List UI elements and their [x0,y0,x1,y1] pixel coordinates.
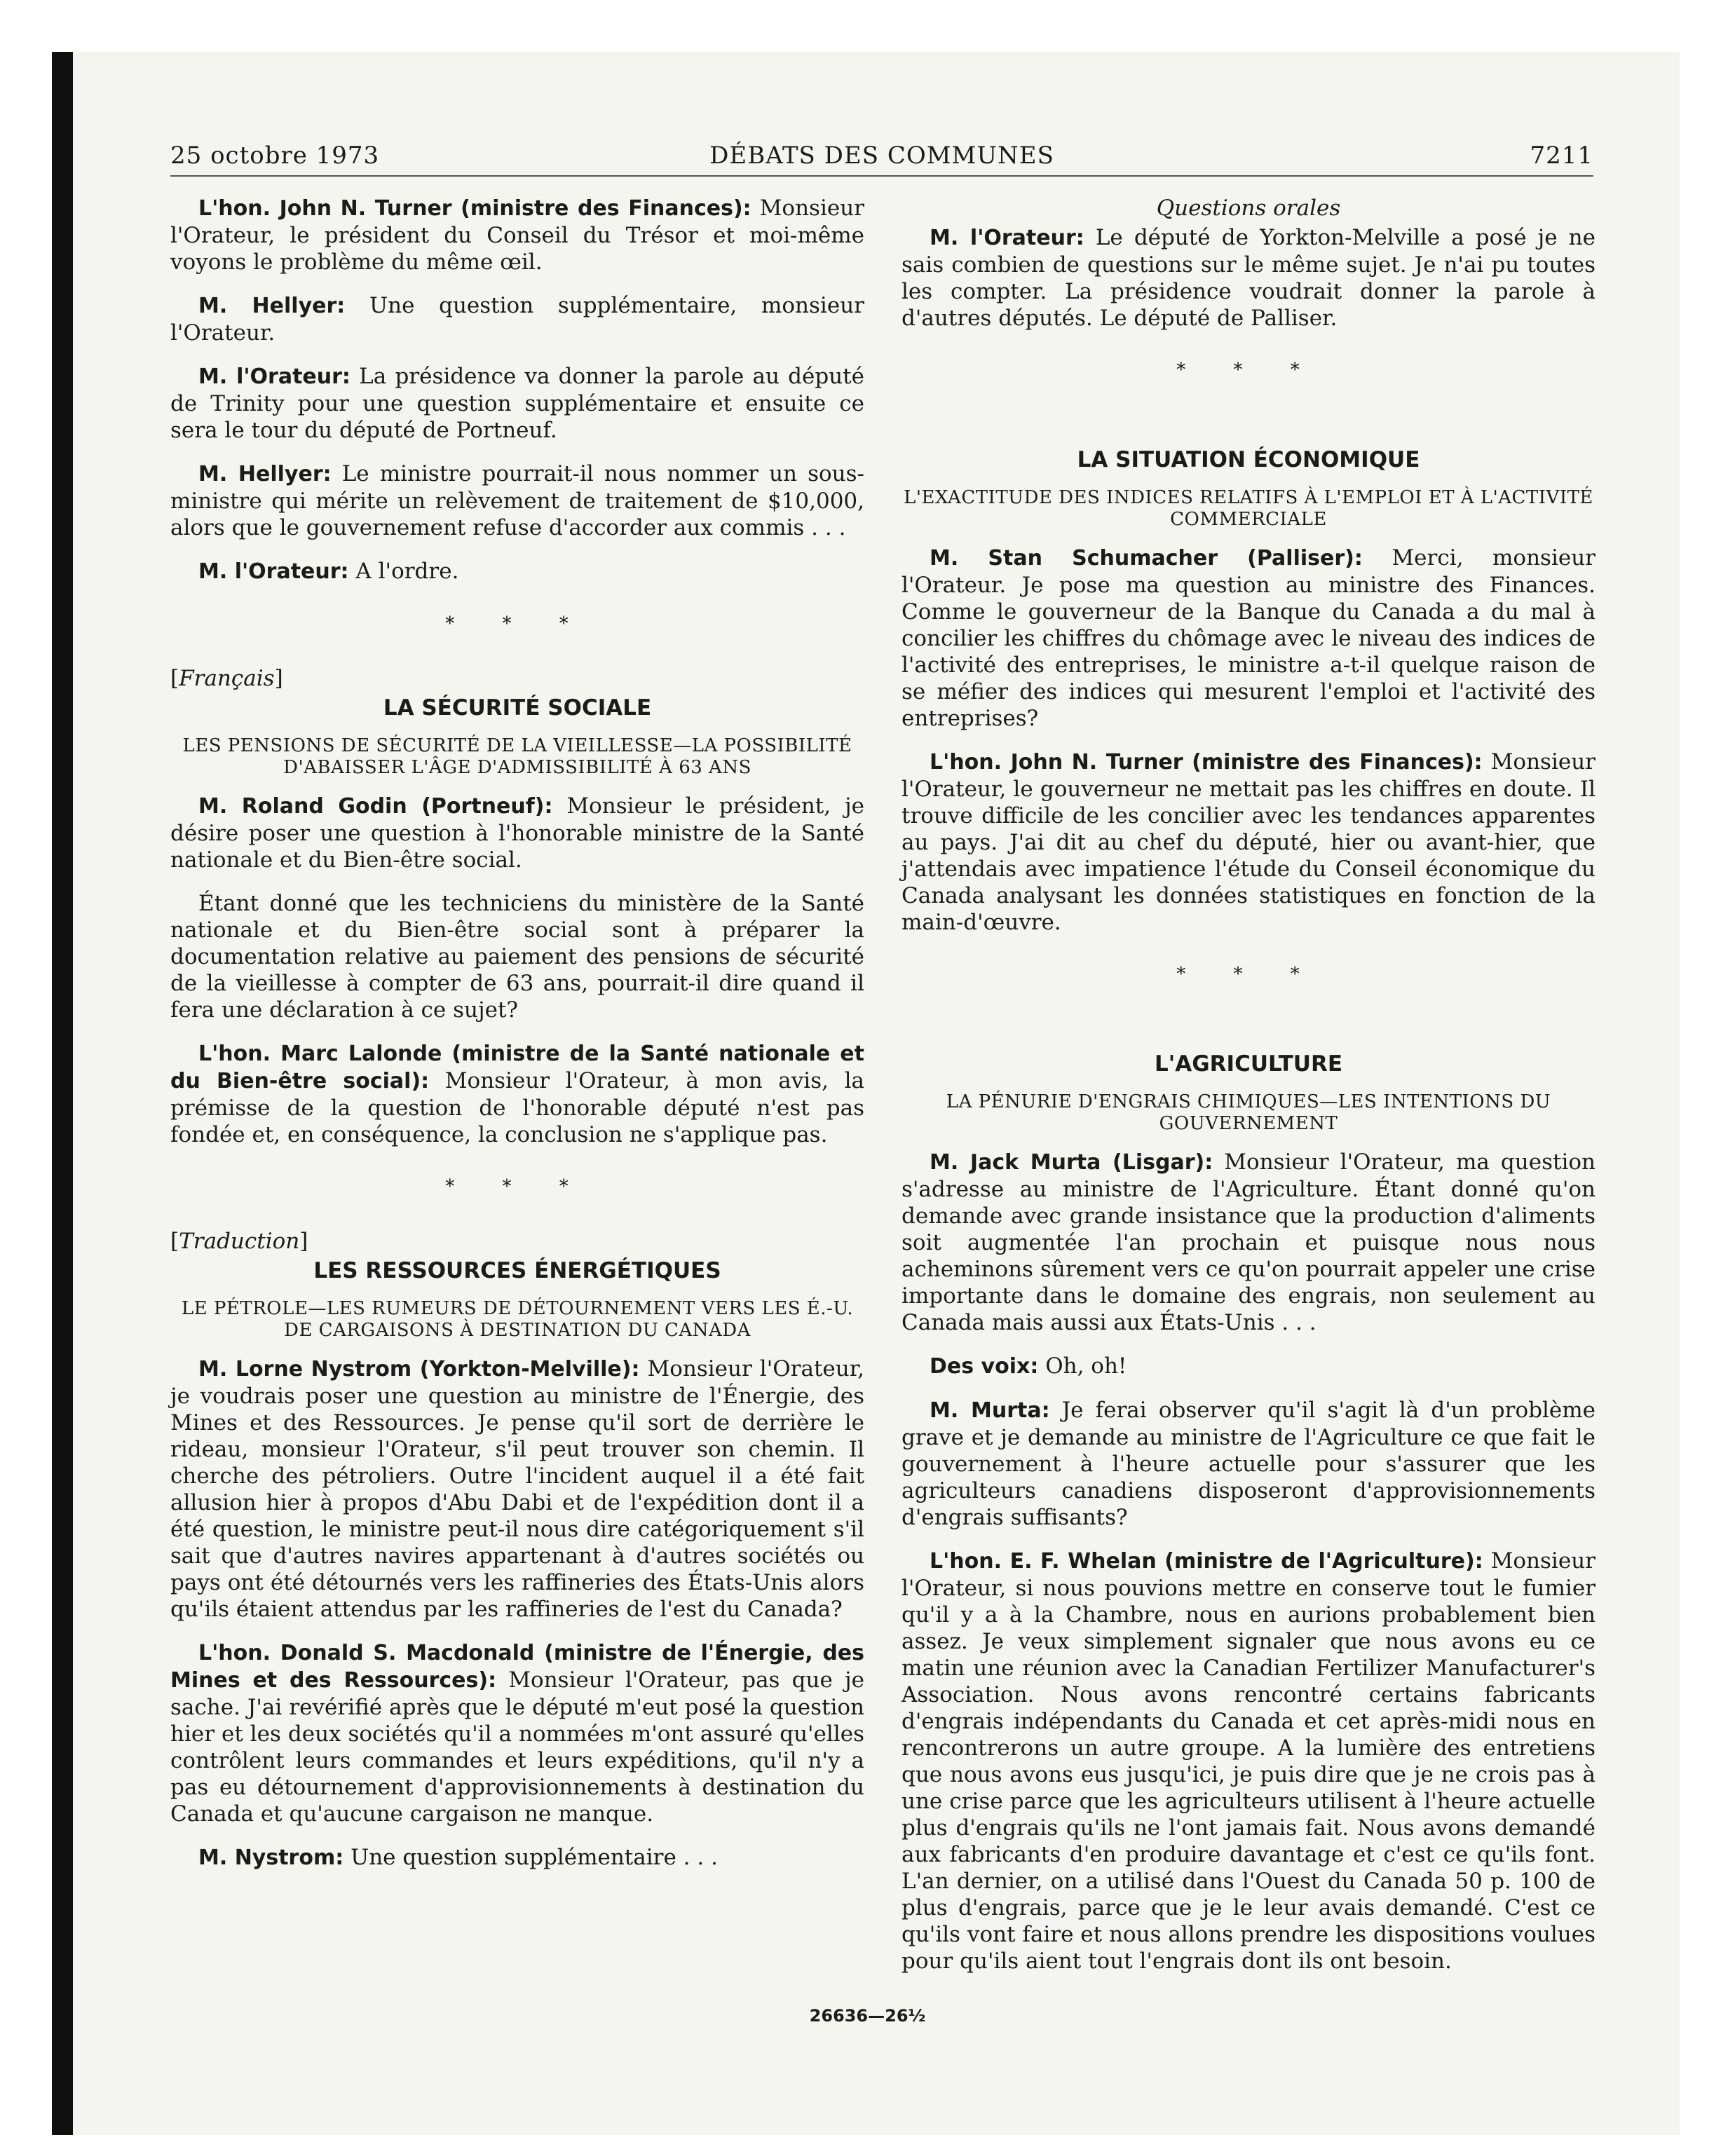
speaker: M. Nystrom: [198,1845,344,1870]
speech-text: A l'ordre. [348,559,459,584]
speech-text: Monsieur l'Orateur, ma question s'adresse au ministre de l'Agriculture. Étant donné qu'on demande avec grande insistance que la production d'aliments soit augmentée l'an prochain et puisque nous nous acheminons sûrement vers ce qu'on pourrait appeler une crise importante dans le domaine des engrais, non seulement au Canada mais aussi aux États-Unis . . . [901,1149,1595,1335]
paragraph [170,1844,864,1871]
speech-text: Monsieur l'Orateur, pas que je sache. J'ai revérifié après que le député m'eut posé la question hier et les deux sociétés qu'il a nommées m'ont assuré qu'elles contrôlent leurs commandes et leurs expéditions, qu'il n'y a pas eu détournement d'approvisionnements à destination du Canada et qu'aucune cargaison ne manque. [170,1667,864,1827]
section-heading: LES RESSOURCES ÉNERGÉTIQUES [313,1258,721,1283]
section-heading: LA SÉCURITÉ SOCIALE [383,695,652,721]
paragraph [901,1149,1595,1336]
header-date: 25 octobre 1973 [170,142,380,170]
speaker: M. l'Orateur: [198,364,351,389]
speaker: L'hon. Donald S. Macdonald (ministre de l'Énergie, des Mines et des Ressources): [170,1641,864,1693]
speaker: M. Murta: [930,1398,1050,1423]
speech-text: Merci, monsieur l'Orateur. Je pose ma question au ministre des Finances. Comme le gouverneur de la Banque du Canada a du mal à concilier les chiffres du chômage avec le niveau des indices de l'activité des entreprises, le ministre a-t-il quelque raison de se méfier des indices qui mesurent l'emploi et l'activité des entreprises? [901,545,1595,731]
speaker: M. l'Orateur: [930,226,1084,250]
speech-text: Le député de Yorkton-Melville a posé je ne sais combien de questions sur le même sujet. Je n'ai pu toutes les compter. La présidence voudrait donner la parole à d'autres députés. Le député de Palliser. [901,225,1595,331]
speech-text: Monsieur le président, je désire poser une question à l'honorable ministre de la Santé nationale et du Bien-être social. [170,793,864,873]
paragraph [901,1353,1595,1380]
speech-text: Monsieur l'Orateur, je voudrais poser une question au ministre de l'Énergie, des Mines et des Ressources. Je pense qu'il sort de derrière le rideau, monsieur l'Orateur, s'il peut trouver son chemin. Il cherche des pétroliers. Outre l'incident auquel il a été fait allusion hier à propos d'Abu Dabi et de l'expédition dont il a été question, le ministre peut-il nous dire catégoriquement s'il sait que d'autres navires appartenant à d'autres sociétés ou pays ont été détournés vers les raffineries des États-Unis alors qu'ils étaient attendus par les raffineries de l'est du Canada? [170,1356,864,1622]
speaker: M. Lorne Nystrom (Yorkton-Melville): [198,1357,640,1381]
paragraph [170,460,864,541]
speech-text: Monsieur l'Orateur, si nous pouvions mettre en conserve tout le fumier qu'il y a à la Chambre, nous en aurions probablement bien assez. Je veux simplement signaler que nous avons eu ce matin une réunion avec la Canadian Fertilizer Manufacturer's Association. Nous avons rencontré certains fabricants d'engrais indépendants du Canada et cet après-midi nous en rencontrerons un autre groupe. A la lumière des entretiens que nous avons eus jusqu'ici, je puis dire que je ne crois pas à une crise parce que les agriculteurs utilisent à l'heure actuelle plus d'engrais qu'ils ne l'ont jamais fait. Nous avons demandé aux fabricants d'en produire davantage et c'est ce qu'ils font. L'an dernier, on a utilisé dans l'Ouest du Canada 50 p. 100 de plus d'engrais, parce que je le leur avais demandé. C'est ce qu'ils vont faire et nous allons prendre les dispositions voulues pour qu'ils aient tout l'engrais dont ils ont besoin. [901,1548,1595,1974]
paragraph [170,1639,864,1827]
paragraph [170,195,864,275]
scan-edge-bar [52,52,73,2135]
speech-text: Une question supplémentaire . . . [343,1845,718,1870]
speaker: M. Jack Murta (Lisgar): [930,1150,1213,1175]
speaker: M. Hellyer: [198,462,332,486]
speaker: M. Roland Godin (Portneuf): [198,794,553,819]
section-subheading: LES PENSIONS DE SÉCURITÉ DE LA VIEILLESSE—LA POSSIBILITÉ D'ABAISSER L'ÂGE D'ADMISSIBILITÉ À 63 ANS [182,735,852,778]
paragraph [901,224,1595,332]
speech-text: La présidence va donner la parole au député de Trinity pour une question supplémentaire et ensuite ce sera le tour du député de Portneuf. [170,364,864,443]
speech-text: Monsieur l'Orateur, le président du Conseil du Trésor et moi-même voyons le problème du même œil. [170,196,864,275]
paragraph [170,292,864,346]
speaker: L'hon. John N. Turner (ministre des Finances): [198,196,751,221]
page-header [170,142,1593,177]
language-label: [Traduction] [170,1229,308,1254]
speaker: M. Stan Schumacher (Palliser): [930,546,1363,571]
paragraph [170,558,864,585]
speaker: L'hon. Marc Lalonde (ministre de la Santé nationale et du Bien-être social): [170,1042,864,1093]
speaker: Des voix: [930,1354,1039,1379]
section-subheading: LE PÉTROLE—LES RUMEURS DE DÉTOURNEMENT VERS LES É.-U. DE CARGAISONS À DESTINATION DU CANADA [181,1298,854,1341]
left-column [170,195,864,1888]
section-separator: * * * [1176,964,1321,985]
header-title: DÉBATS DES COMMUNES [709,142,1054,170]
speech-text: Je ferai observer qu'il s'agit là d'un problème grave et je demande au ministre de l'Agriculture ce que fait le gouvernement à l'heure actuelle pour s'assurer que les agriculteurs canadiens disposeront d'approvisionnements d'engrais suffisants? [901,1398,1595,1530]
paragraph [170,793,864,873]
right-column [901,195,1595,1991]
speaker: L'hon. E. F. Whelan (ministre de l'Agriculture): [930,1549,1483,1574]
speech-text: Oh, oh! [1038,1353,1127,1379]
paragraph [901,1548,1595,1974]
section-heading: LA SITUATION ÉCONOMIQUE [1077,447,1420,472]
speaker: M. Hellyer: [198,294,346,318]
speech-text: Une question supplémentaire, monsieur l'Orateur. [170,293,864,346]
section-separator: * * * [445,613,590,634]
speaker: M. l'Orateur: [198,559,349,584]
speech-text: Le ministre pourrait-il nous nommer un sous-ministre qui mérite un relèvement de traitement de $10,000, alors que le gouvernement refuse d'accorder aux commis . . . [170,461,864,540]
paragraph [170,1040,864,1148]
section-heading: L'AGRICULTURE [1155,1051,1342,1077]
paragraph [170,363,864,444]
page-footer-code: 26636—26½ [809,2006,926,2026]
paragraph [901,545,1595,732]
speech-text: Monsieur l'Orateur, à mon avis, la prémisse de la question de l'honorable député n'est pas fondée et, en conséquence, la conclusion ne s'applique pas. [170,1068,864,1147]
header-page-number: 7211 [1530,142,1593,170]
language-name: Français [179,666,275,691]
section-subheading: LA PÉNURIE D'ENGRAIS CHIMIQUES—LES INTENTIONS DU GOUVERNEMENT [946,1091,1551,1134]
paragraph: Étant donné que les techniciens du ministère de la Santé nationale et du Bien-être social sont à préparer la documentation relative au paiement des pensions de sécurité de la vieillesse à compter de 63 ans, pourrait-il dire quand il fera une déclaration à ce sujet? [170,891,864,1023]
spacer [901,1016,1595,1051]
speaker: L'hon. John N. Turner (ministre des Finances): [930,750,1483,775]
speech-text: Monsieur l'Orateur, le gouverneur ne mettait pas les chiffres en doute. Il trouve difficile de les concilier avec les tendances apparentes au pays. J'ai dit au chef du député, hier ou avant-hier, que j'attendais avec impatience l'étude du Conseil économique du Canada analysant les données statistiques en fonction de la main-d'œuvre. [901,749,1595,935]
section-subheading: L'EXACTITUDE DES INDICES RELATIFS À L'EMPLOI ET À L'ACTIVITÉ COMMERCIALE [904,487,1593,530]
language-label: [Français] [170,666,283,691]
spacer [901,411,1595,446]
section-separator: * * * [1176,360,1321,381]
section-label: Questions orales [1156,196,1341,221]
section-separator: * * * [445,1176,590,1197]
paragraph [901,1397,1595,1531]
paragraph [901,749,1595,936]
language-name: Traduction [179,1229,300,1254]
paragraph [170,1356,864,1623]
